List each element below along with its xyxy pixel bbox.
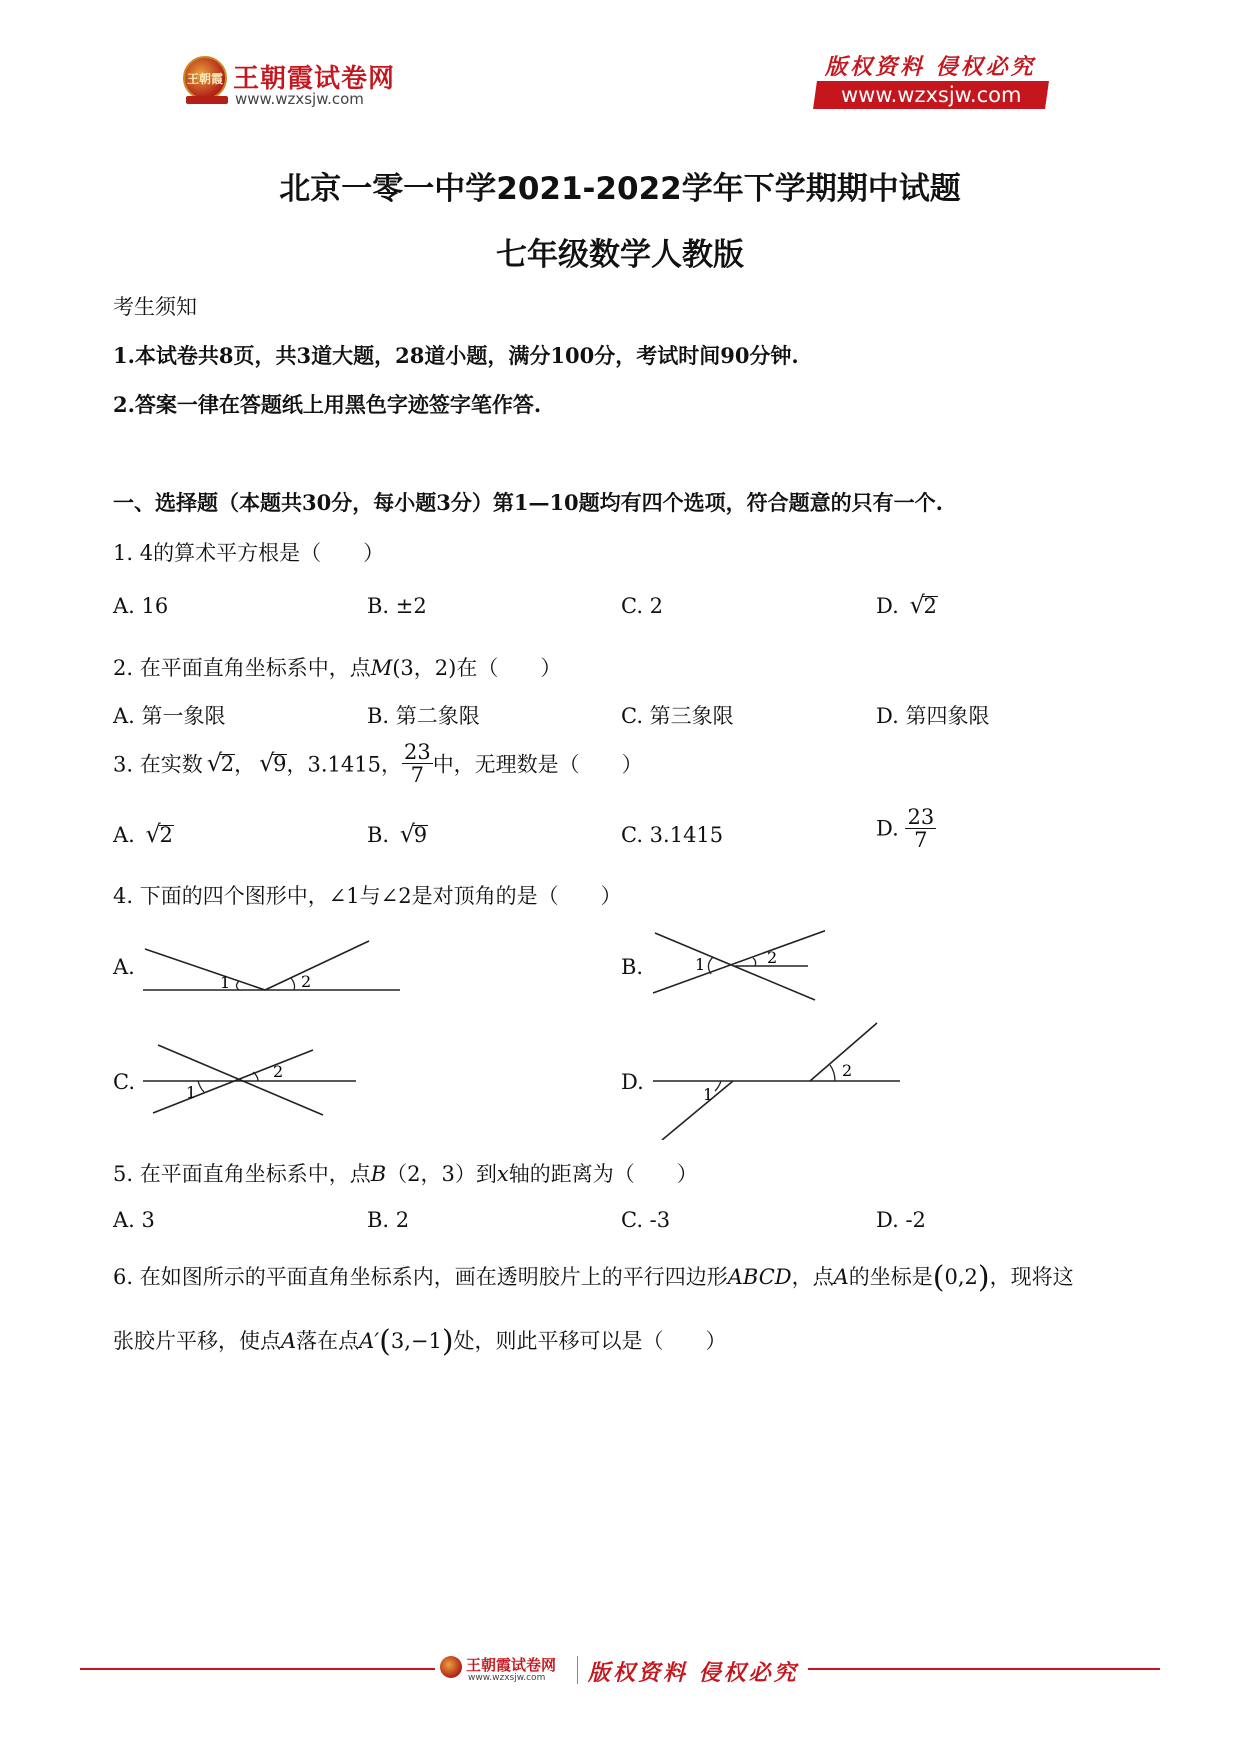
paren-close: ) bbox=[977, 1260, 990, 1295]
q4-option-d-label: D. bbox=[621, 1070, 644, 1094]
q3-option-a-radicand: 2 bbox=[159, 823, 173, 847]
angle-arc bbox=[753, 958, 756, 966]
q6-point-a-2: A bbox=[281, 1329, 297, 1353]
footer-logo-name: 王朝霞试卷网 bbox=[466, 1656, 557, 1674]
q3-option-b-label: B. bbox=[367, 823, 390, 847]
figure-line bbox=[662, 1081, 733, 1140]
q6-line1-pre: 6. 在如图所示的平面直角坐标系内，画在透明胶片上的平行四边形 bbox=[113, 1265, 728, 1289]
notice-item-1: 1.本试卷共8页，共3道大题，28道小题，满分100分，考试时间90分钟. bbox=[113, 343, 799, 368]
site-url-text: www.wzxsjw.com bbox=[840, 83, 1022, 107]
q2-option-d: D. 第四象限 bbox=[876, 704, 990, 728]
footer-slogan: 版权资料 侵权必究 bbox=[588, 1660, 799, 1686]
q1-option-c: C. 2 bbox=[621, 594, 664, 618]
logo-name: 王朝霞试卷网 bbox=[233, 64, 396, 94]
footer-divider-right bbox=[808, 1668, 1160, 1670]
angle-1-label: 1 bbox=[220, 973, 231, 992]
q4-figure-b bbox=[645, 925, 825, 1005]
footer-separator bbox=[577, 1656, 578, 1684]
q3-radicand-1: 2 bbox=[220, 751, 235, 776]
angle-2-label: 2 bbox=[301, 972, 312, 991]
q1-option-d-label: D. bbox=[876, 594, 899, 618]
q3-fraction-numerator: 23 bbox=[403, 740, 431, 764]
q3-radicand-2: 9 bbox=[273, 751, 287, 776]
q2-stem-pre: 2. 在平面直角坐标系中，点 bbox=[113, 656, 371, 680]
angle-2-label: 2 bbox=[767, 948, 778, 967]
figure-line bbox=[653, 930, 825, 993]
q3-option-c: C. 3.1415 bbox=[621, 823, 724, 847]
section-heading: 一、选择题（本题共30分，每小题3分）第1—10题均有四个选项，符合题意的只有一个. bbox=[113, 490, 943, 515]
angle-arc bbox=[830, 1065, 835, 1081]
figure-line bbox=[265, 941, 369, 990]
q3-option-d-label: D. bbox=[876, 816, 899, 841]
sqrt-symbol bbox=[909, 594, 936, 618]
sqrt-symbol bbox=[259, 752, 286, 776]
sqrt-symbol bbox=[400, 823, 427, 847]
q3-option-a bbox=[113, 823, 173, 847]
footer-logo-icon bbox=[440, 1656, 462, 1678]
paren-open: ( bbox=[379, 1324, 391, 1359]
q5-option-a: A. 3 bbox=[113, 1208, 155, 1232]
logo-seal-text: 王朝霞 bbox=[186, 72, 223, 86]
q6-point-a: A bbox=[833, 1265, 849, 1289]
q6-line1-mid2: 的坐标是 bbox=[848, 1265, 933, 1289]
q4-figure-a bbox=[135, 935, 410, 1000]
footer-logo-url: www.wzxsjw.com bbox=[468, 1673, 546, 1683]
site-url-banner bbox=[813, 81, 1049, 109]
angle-1-label: 1 bbox=[703, 1085, 714, 1104]
q6-line2-post: 处，则此平移可以是（ ） bbox=[453, 1329, 727, 1353]
q2-stem-post: (3，2)在（ ） bbox=[392, 656, 562, 680]
q3-option-a-label: A. bbox=[113, 823, 135, 847]
footer-divider-left bbox=[80, 1668, 435, 1670]
paren-close: ) bbox=[441, 1324, 454, 1359]
question-1-stem: 1. 4的算术平方根是（ ） bbox=[113, 541, 385, 565]
sqrt-symbol bbox=[207, 752, 234, 776]
q6-line1-mid: ，点 bbox=[791, 1265, 834, 1289]
q3-option-d-numerator: 23 bbox=[907, 805, 935, 829]
q5-stem-pre: 5. 在平面直角坐标系中，点 bbox=[113, 1162, 371, 1186]
q2-point-m: M bbox=[370, 656, 393, 680]
question-6-line-1 bbox=[113, 1260, 1074, 1295]
question-2-stem bbox=[113, 652, 561, 682]
q2-option-b: B. 第二象限 bbox=[367, 704, 480, 728]
q2-option-a: A. 第一象限 bbox=[113, 704, 226, 728]
q4-option-a-label: A. bbox=[113, 955, 135, 979]
q6-line2-pre: 张胶片平移，使点 bbox=[113, 1329, 281, 1353]
q6-line2-mid: 落在点 bbox=[296, 1329, 360, 1353]
q3-option-d-denominator: 7 bbox=[914, 828, 928, 853]
q4-figure-c bbox=[138, 1040, 363, 1120]
logo-url: www.wzxsjw.com bbox=[235, 90, 364, 108]
angle-2-label: 2 bbox=[273, 1062, 284, 1081]
q6-coord-a: 0,2 bbox=[944, 1265, 978, 1289]
q3-stem-pre: 3. 在实数 bbox=[113, 752, 203, 777]
q2-option-c: C. 第三象限 bbox=[621, 704, 734, 728]
q6-line1-post: ，现将这 bbox=[989, 1265, 1074, 1289]
question-4-stem: 4. 下面的四个图形中，∠1与∠2是对顶角的是（ ） bbox=[113, 884, 622, 908]
q4-option-c-label: C. bbox=[113, 1070, 135, 1094]
q5-stem-post: 轴的距离为（ ） bbox=[508, 1162, 698, 1186]
q3-fraction-denominator: 7 bbox=[410, 763, 424, 788]
q3-option-b-radicand: 9 bbox=[413, 823, 428, 847]
paren-open: ( bbox=[932, 1260, 945, 1295]
q5-option-b: B. 2 bbox=[367, 1208, 410, 1232]
q3-fraction bbox=[402, 741, 433, 786]
copyright-slogan: 版权资料 侵权必究 bbox=[825, 54, 1036, 80]
angle-arc bbox=[715, 1081, 721, 1091]
q5-option-d: D. -2 bbox=[876, 1208, 926, 1232]
q3-option-d-fraction bbox=[905, 806, 936, 851]
page-subtitle: 七年级数学人教版 bbox=[496, 237, 744, 273]
logo-seal-icon bbox=[183, 56, 227, 100]
page-title: 北京一零一中学2021-2022学年下学期期中试题 bbox=[279, 171, 961, 207]
q1-option-d bbox=[876, 594, 937, 618]
angle-1-label: 1 bbox=[186, 1083, 197, 1102]
q1-option-d-radicand: 2 bbox=[923, 594, 937, 618]
q6-coord-a-prime: 3,−1 bbox=[390, 1329, 442, 1353]
q1-option-b: B. ±2 bbox=[367, 594, 427, 618]
q3-sep: ， bbox=[234, 752, 256, 777]
q3-stem-post: 中，无理数是（ ） bbox=[432, 752, 643, 777]
q4-figure-d bbox=[645, 1015, 905, 1140]
angle-arc bbox=[291, 978, 295, 990]
angle-arc bbox=[237, 981, 240, 990]
q5-option-c: C. -3 bbox=[621, 1208, 671, 1232]
q6-point-a-prime: A′ bbox=[359, 1329, 380, 1353]
q1-option-a: A. 16 bbox=[113, 594, 169, 618]
angle-1-label: 1 bbox=[695, 955, 706, 974]
notice-heading: 考生须知 bbox=[113, 295, 197, 319]
logo-ribbon bbox=[186, 96, 228, 104]
question-6-line-2 bbox=[113, 1324, 727, 1359]
angle-arc bbox=[198, 1081, 204, 1092]
question-3-stem bbox=[113, 741, 643, 786]
q5-point-b: B bbox=[370, 1162, 387, 1186]
figure-line bbox=[145, 949, 265, 990]
q3-option-b bbox=[367, 823, 427, 847]
question-5-stem bbox=[113, 1158, 698, 1188]
q5-stem-mid: （2，3）到 bbox=[386, 1162, 497, 1186]
q5-axis-x: x bbox=[496, 1162, 509, 1186]
q3-stem-mid: ，3.1415， bbox=[286, 752, 402, 777]
sqrt-symbol bbox=[146, 823, 173, 847]
angle-2-label: 2 bbox=[842, 1061, 853, 1080]
q3-option-d bbox=[876, 806, 936, 851]
notice-item-2: 2.答案一律在答题纸上用黑色字迹签字笔作答. bbox=[113, 392, 542, 417]
q6-parallelogram-name: ABCD bbox=[727, 1265, 792, 1289]
q4-option-b-label: B. bbox=[621, 955, 644, 979]
